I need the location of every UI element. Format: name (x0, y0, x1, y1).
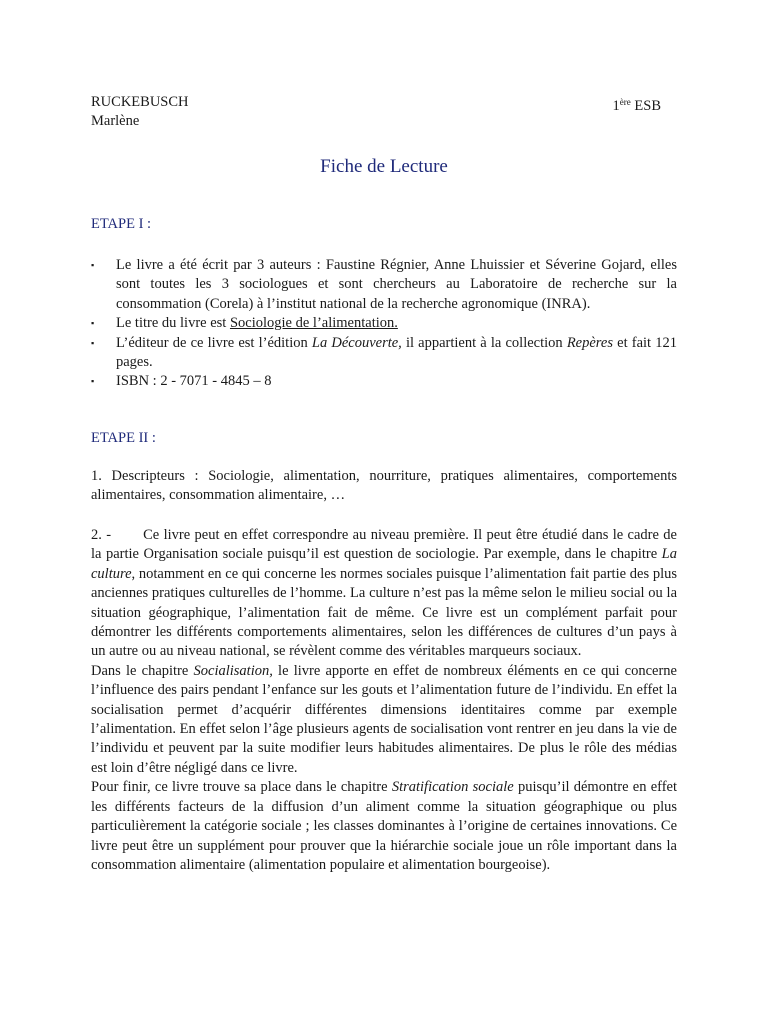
paragraph-number: 2. - (91, 527, 112, 543)
etape-2-heading: ETAPE II : (91, 430, 156, 446)
list-item-publisher (91, 334, 677, 373)
list-item-authors: ▪ Le livre a été écrit par 3 auteurs : Faustine Régnier, Anne Lhuissier et Séverine Gojard, elles sont toutes les 3 sociologues et sont chercheurs au Laboratoire de recherche sur la consommation (Corela) à l’institut national de la recherche agronomique (INRA). (91, 256, 677, 314)
list-item-text: et fait 121 pages. (116, 334, 677, 371)
list-item-text: il appartient à la collection (401, 334, 567, 351)
paragraph-text: Ce livre peut en effet correspondre au niveau première. Il peut être étudié dans le cadre de la partie Organisation sociale puisqu’il est question de sociologie. Par exemple, dans le chapitre (91, 527, 677, 563)
chapter-culture: La culture (91, 546, 677, 582)
class-superscript: ère (619, 97, 631, 107)
paragraph-text: Dans le chapitre (91, 662, 194, 679)
paragraph-stratification (91, 778, 677, 875)
list-item-text: L’éditeur de ce livre est l’édition (116, 334, 312, 351)
author-last-name: RUCKEBUSCH (91, 94, 189, 110)
chapter-socialisation: Socialisation, (193, 662, 273, 679)
header (91, 93, 661, 131)
analysis-section (91, 526, 677, 875)
paragraph-text: le livre apporte en effet de nombreux éléments en ce qui concerne l’influence des pairs pendant l’enfance sur les gouts et l’alimentation future de l’individu. En effet la socialisation permet d’acquérir différentes dimensions identitaires comme par exemple l’alimentation. En effet selon l’âge plusieurs agents de socialisation vont rentrer en jeu dans la vie de l’individu et peuvent par la suite modifier leurs habitudes alimentaires. De plus le rôle des médias est loin d’être négligé dans ce livre. (91, 662, 677, 776)
paragraph-text: puisqu’il démontre en effet les différents facteurs de la diffusion d’un aliment comme la situation géographique ou plus particulièrement la catégorie sociale ; les classes dominantes à l’origine de certaines innovations. Ce livre peut être un supplément pour prouver que la hiérarchie sociale joue un rôle important dans la consommation alimentaire (alimentation populaire et alimentation bourgeoise). (91, 779, 677, 873)
list-item-title (91, 314, 677, 333)
author-first-name: Marlène (91, 113, 140, 129)
book-title: Sociologie de l’alimentation. (229, 315, 398, 332)
page-title: Fiche de Lecture (320, 156, 448, 177)
class-number: 1 (612, 98, 620, 114)
list-item-isbn: ▪ ISBN : 2 - 7071 - 4845 – 8 (91, 372, 677, 391)
paragraph-socialisation (91, 662, 677, 778)
etape-1-list (91, 256, 677, 392)
paragraph-culture (91, 526, 677, 662)
collection-name: Repères (566, 334, 613, 351)
descripteurs-paragraph: 1. Descripteurs : Sociologie, alimentation, nourriture, pratiques alimentaires, comportements alimentaires, consommation alimentaire, … (91, 468, 677, 504)
list-item-text: Le titre du livre est (116, 315, 230, 332)
paragraph-text: , notamment en ce qui concerne les normes sociales puisque l’alimentation fait partie des plus anciennes pratiques culturelles de l’homme. La culture n’est pas la même selon le milieu social ou la situation géographique, l’alimentation fait de même. Ce livre est un complément parfait pour démontrer les différents comportements alimentaires, selon les différences de cultures d’un pays à un autre ou au niveau national, se révèlent comme des véritables marqueurs sociaux. (91, 565, 677, 660)
class-label (613, 93, 661, 116)
paragraph-text: Pour finir, ce livre trouve sa place dans le chapitre (91, 779, 392, 796)
class-name: ESB (634, 98, 661, 114)
chapter-stratification: Stratification sociale (391, 779, 514, 796)
etape-1-heading: ETAPE I : (91, 216, 152, 232)
publisher-name: La Découverte, (311, 334, 402, 351)
